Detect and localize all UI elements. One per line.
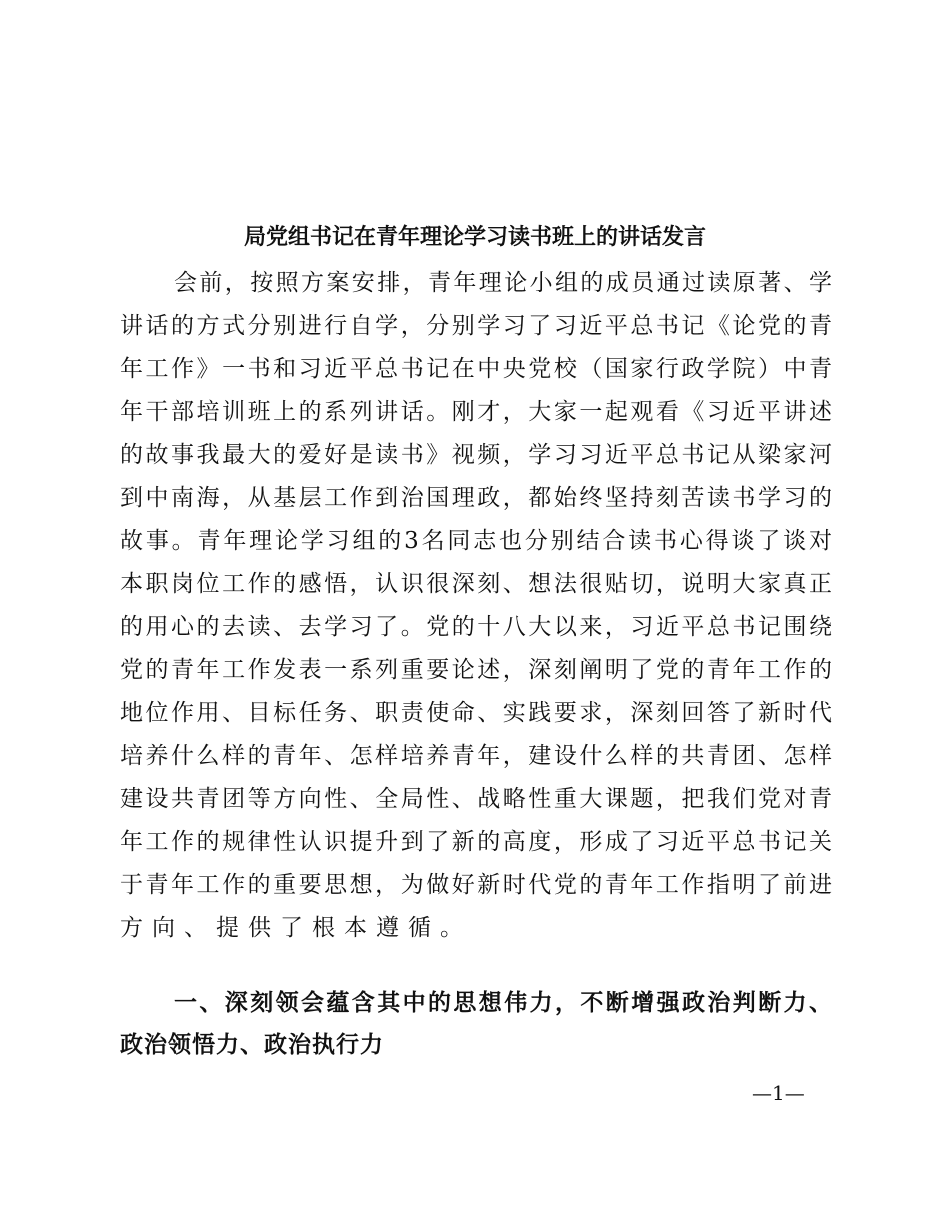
paragraph-line: 年干部培训班上的系列讲话。刚才，大家一起观看《习近平讲述: [120, 399, 832, 425]
page-number: —1—: [752, 1081, 805, 1105]
paragraph-line: 方向、提供了根本遵循。: [120, 915, 472, 941]
paragraph-line: 建设共青团等方向性、全局性、战略性重大课题，把我们党对青: [120, 786, 832, 812]
intro-paragraph: [120, 262, 832, 950]
paragraph-line: 年工作》一书和习近平总书记在中央党校（国家行政学院）中青: [120, 356, 832, 382]
paragraph-line: 到中南海，从基层工作到治国理政，都始终坚持刻苦读书学习的: [120, 485, 832, 511]
section-heading: [120, 982, 832, 1066]
paragraph-line: 故事。青年理论学习组的3名同志也分别结合读书心得谈了谈对: [120, 528, 832, 554]
paragraph-line: 会前，按照方案安排，青年理论小组的成员通过读原著、学: [174, 270, 832, 296]
paragraph-line: 年工作的规律性认识提升到了新的高度，形成了习近平总书记关: [120, 829, 832, 855]
heading-line: 政治领悟力、政治执行力: [120, 1032, 384, 1058]
paragraph-line: 地位作用、目标任务、职责使命、实践要求，深刻回答了新时代: [120, 700, 832, 726]
paragraph-line: 本职岗位工作的感悟，认识很深刻、想法很贴切，说明大家真正: [120, 571, 832, 597]
paragraph-line: 党的青年工作发表一系列重要论述，深刻阐明了党的青年工作的: [120, 657, 832, 683]
paragraph-line: 于青年工作的重要思想，为做好新时代党的青年工作指明了前进: [120, 872, 832, 898]
paragraph-line: 培养什么样的青年、怎样培养青年，建设什么样的共青团、怎样: [120, 743, 832, 769]
document-title: 局党组书记在青年理论学习读书班上的讲话发言: [243, 224, 706, 250]
heading-line: 一、深刻领会蕴含其中的思想伟力，不断增强政治判断力、: [174, 990, 832, 1016]
paragraph-line: 的故事我最大的爱好是读书》视频，学习习近平总书记从梁家河: [120, 442, 832, 468]
paragraph-line: 的用心的去读、去学习了。党的十八大以来，习近平总书记围绕: [120, 614, 832, 640]
paragraph-line: 讲话的方式分别进行自学，分别学习了习近平总书记《论党的青: [120, 313, 832, 339]
